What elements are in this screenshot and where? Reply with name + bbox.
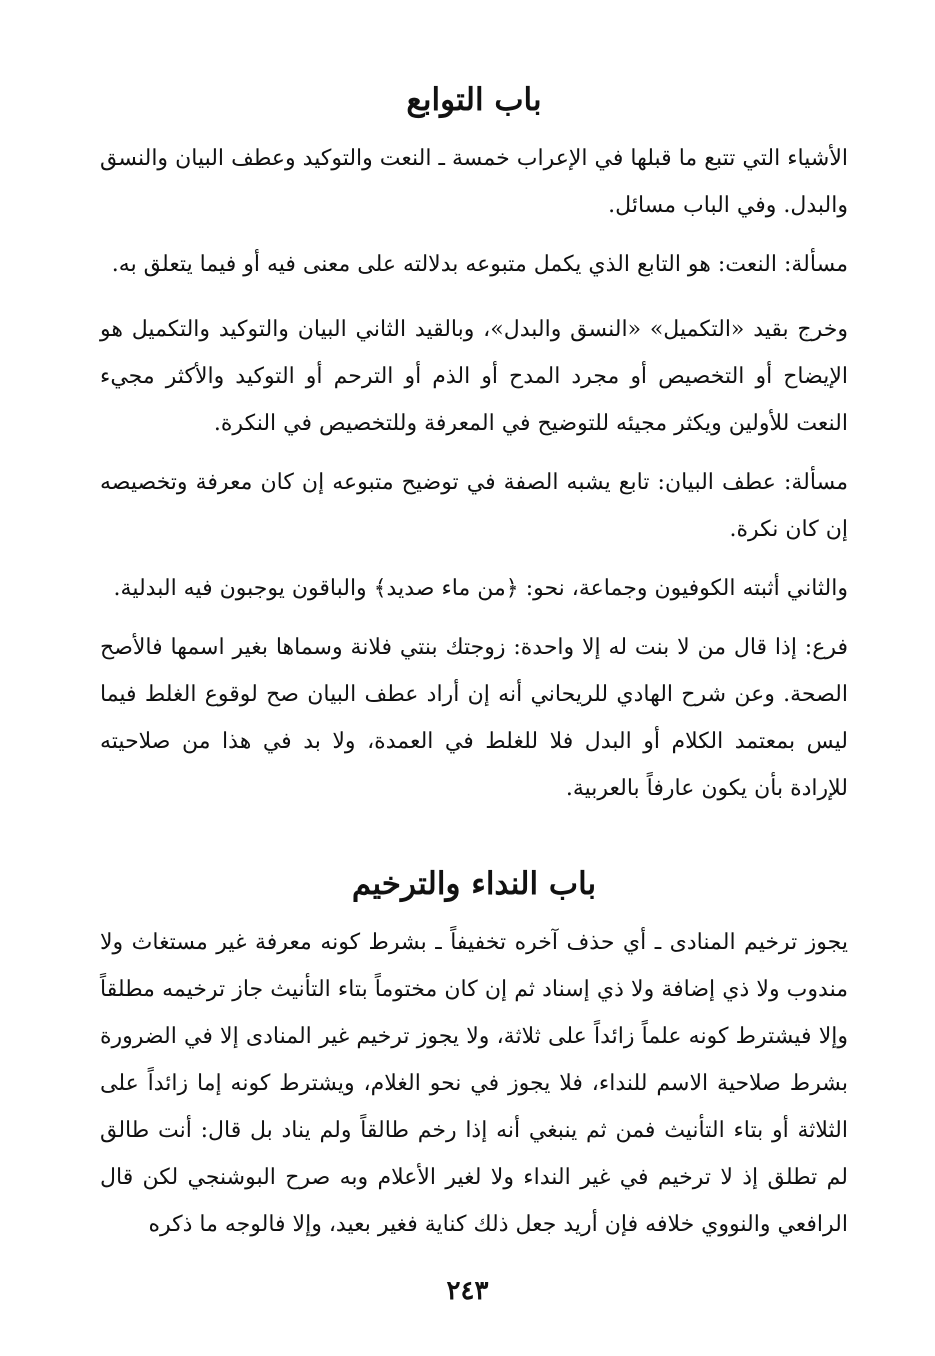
section-heading-tawabi: باب التوابع [406,82,542,118]
paragraph-kufiyun: والثاني أثبته الكوفيون وجماعة، نحو: ﴿من ماء صديد﴾ والباقون يوجبون فيه البدلية. [113,576,848,601]
paragraph-intro: الأشياء التي تتبع ما قبلها في الإعراب خمسة ـ النعت والتوكيد وعطف البيان والنسق والبدل. وفي الباب مسائل. [100,146,848,218]
section-heading-nida: باب النداء والترخيم [351,866,597,902]
page-body [100,72,848,1248]
paragraph-naat-definition: مسألة: النعت: هو التابع الذي يكمل متبوعه بدلالته على معنى فيه أو فيما يتعلق به. [111,252,848,277]
paragraph-naat-explanation: وخرج بقيد «التكميل» «النسق والبدل»، وبالقيد الثاني البيان والتوكيد والتكميل هو الإيضاح أو التخصيص أو مجرد المدح أو الذم أو الترحم أو التوكيد والأكثر مجيء النعت للأولين ويكثر مجيئه للتوضيح في المعرفة وللتخصيص في النكرة. [100,317,848,436]
paragraph-tarkhim: يجوز ترخيم المنادى ـ أي حذف آخره تخفيفاً ـ بشرط كونه معرفة غير مستغاث ولا مندوب ولا ذي إضافة ولا ذي إسناد ثم إن كان مختوماً بتاء التأنيث جاز ترخيمه مطلقاً وإلا فيشترط كونه علماً زائداً على ثلاثة، ولا يجوز ترخيم غير المنادى إلا في الضرورة بشرط صلاحية الاسم للنداء، فلا يجوز في نحو الغلام، ويشترط كونه إما زائداً على الثلاثة أو بتاء التأنيث فمن ثم ينبغي أنه إذا رخم طالقاً ولم يناد بل قال: أنت طالق لم تطلق إذ لا ترخيم في غير النداء ولا لغير الأعلام وبه صرح البوشنجي لكن قال الرافعي والنووي خلافه فإن أريد جعل ذلك كناية فغير بعيد، وإلا فالوجه ما ذكره [100,930,848,1237]
page-number: ٢٤٣ [446,1276,489,1306]
paragraph-atf-bayan: مسألة: عطف البيان: تابع يشبه الصفة في توضيح متبوعه إن كان معرفة وتخصيصه إن كان نكرة. [100,470,848,542]
paragraph-far: فرع: إذا قال من لا بنت له إلا واحدة: زوجتك بنتي فلانة وسماها بغير اسمها فالأصح الصحة. وعن شرح الهادي للريحاني أنه إن أراد عطف البيان صح لوقوع الغلط فيما ليس بمعتمد الكلام أو البدل فلا للغلط في العمدة، ولا بد في هذا من صلاحيته للإرادة بأن يكون عارفاً بالعربية. [100,635,848,801]
